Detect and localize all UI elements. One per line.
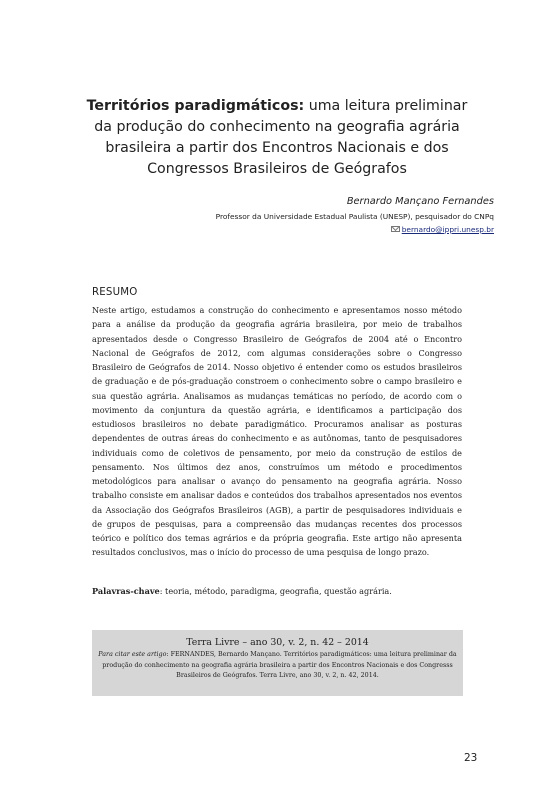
citation-body: : FERNANDES, Bernardo Mançano. Territórios paradigmáticos: uma leitura preliminar da produção do conhecimento na geografia agrária brasileira a partir dos Encontros Nacionais e dos Congresss Brasileiros de Geógrafos. Terra Livre, ano 30, v. 2, n. 42, 2014.: [102, 651, 457, 679]
cite-label: Para citar este artigo: [98, 651, 167, 658]
title-line-1: [60, 96, 494, 117]
resumo-heading: RESUMO: [92, 287, 138, 298]
page-number: 23: [464, 752, 478, 764]
author-affiliation: Professor da Universidade Estadual Paulista (UNESP), pesquisador do CNPq: [215, 212, 494, 221]
title-bold-part: Territórios paradigmáticos:: [86, 98, 305, 114]
keywords: [92, 584, 462, 598]
citation-box: [92, 630, 463, 696]
title-line-2: da produção do conhecimento na geografia agrária: [94, 119, 460, 135]
abstract-text: Neste artigo, estudamos a construção do conhecimento e apresentamos nosso método para a análise da produção da geografia agrária brasileira, por meio de trabalhos apresentados desde o Congresso Brasileiro de Geógrafos de 2004 até o Encontro Nacional de Geógrafos de 2012, com algumas considerações sobre o Congresso Brasileiro de Geógrafos de 2014. Nosso objetivo é entender como os estudos brasileiros de graduação e de pós-graduação constroem o conhecimento sobre o campo brasileiro e sua questão agrária. Analisamos as mudanças temáticas no período, de acordo com o movimento da conjuntura da questão agrária, e identificamos a participação dos estudiosos brasileiros no debate paradigmático. Procuramos analisar as posturas dependentes de outras áreas do conhecimento e as autônomas, tanto de pesquisadores individuais como de coletivos de pensamento, por meio da construção de estilos de pensamento. Nos últimos dez anos, construímos um método e procedimentos metodológicos para analisar o avanço do pensamento na geografia agrária. Nosso trabalho consiste em analisar dados e conteúdos dos trabalhos apresentados nos eventos da Associação dos Geógrafos Brasileiros (AGB), a partir de pesquisadores individuais e de grupos de pesquisas, para a compreensão das mudanças recentes dos processos teórico e político dos temas agrários e da própria geografia. Este artigo não apresenta resultados conclusivos, mas o início do processo de uma pesquisa de longo prazo.: [92, 305, 462, 558]
author-name: Bernardo Mançano Fernandes: [346, 196, 494, 207]
title-rest: uma leitura preliminar: [304, 98, 468, 114]
article-title: [60, 96, 494, 180]
author-email-link[interactable]: bernardo@ippri.unesp.br: [401, 225, 494, 234]
keywords-text: : teoria, método, paradigma, geografia, questão agrária.: [159, 586, 392, 596]
author-block: [94, 194, 494, 236]
journal-info: Terra Livre – ano 30, v. 2, n. 42 – 2014: [186, 637, 369, 648]
keywords-label: Palavras-chave: [92, 586, 160, 596]
author-email-row: [94, 224, 494, 236]
title-line-3: brasileira a partir dos Encontros Nacionais e dos: [105, 140, 449, 156]
envelope-icon: [391, 226, 400, 232]
title-line-4: Congressos Brasileiros de Geógrafos: [147, 161, 407, 177]
citation-text: [98, 650, 457, 682]
